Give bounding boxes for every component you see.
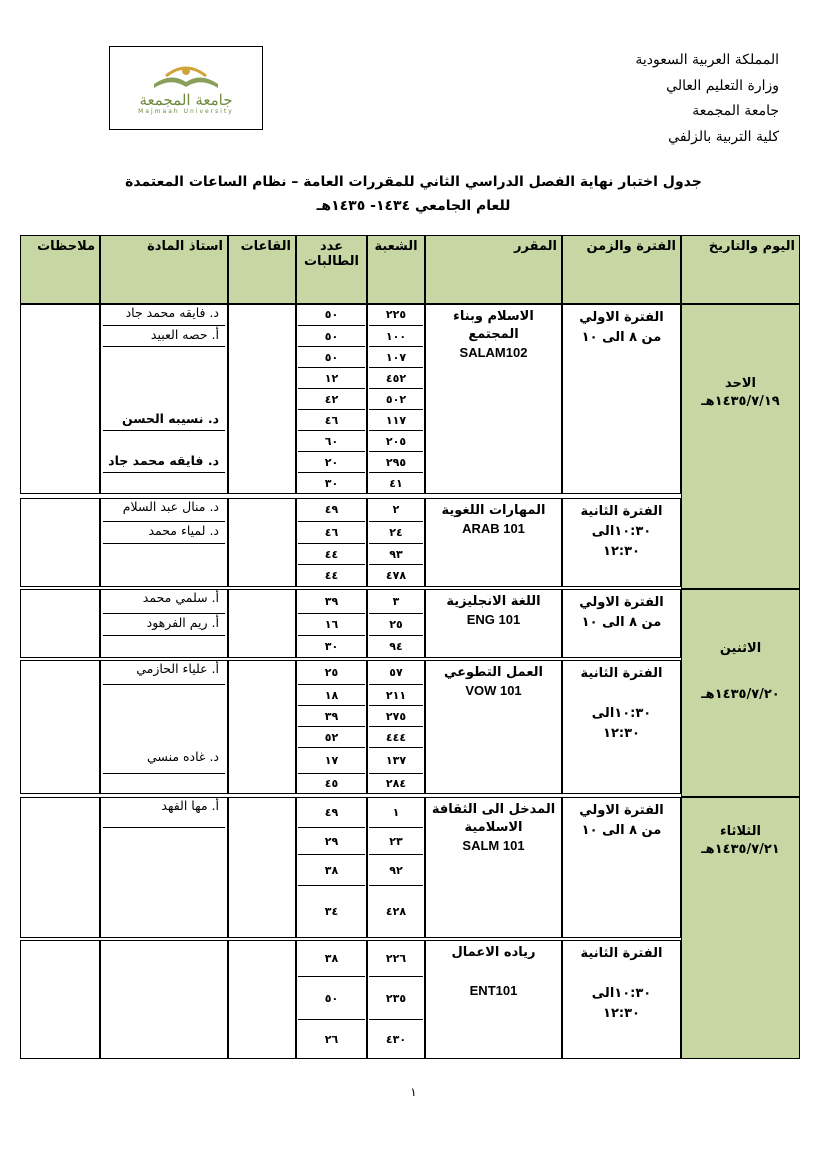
course-cell [425,660,562,794]
student-count: ٤٩ [298,797,365,828]
instructor-name: أ. ريم الفرهود [103,614,225,636]
section-number: ٢٣ [369,828,423,855]
rooms-column-frame [228,940,296,1059]
period-line: ١٠:٣٠الى [591,986,652,1001]
course-cell [425,589,562,658]
section-number: ٥٧ [369,660,423,685]
course-name: رياده الاعمال [451,945,536,960]
header-line-country: المملكة العربية السعودية [635,52,779,68]
header-block [539,48,779,150]
section-number: ٢١١ [369,685,423,706]
section-number: ٤١ [389,477,403,490]
course-name: اللغة الانجليزية [446,594,541,609]
section-number: ٣ [369,589,423,614]
section-number: ٤٣٠ [385,1033,407,1046]
section-number: ٤٧٨ [385,569,407,582]
header-students: عدد الطالبات [296,235,367,304]
student-count: ١٧ [298,748,365,774]
student-count: ٤٥ [324,777,339,790]
instructor-name: أ. علياء الحازمي [103,660,225,685]
period-line: ١٠:٣٠الى [591,524,652,539]
student-count: ٢٦ [324,1033,339,1046]
section-number: ٢٨٤ [385,777,407,790]
period-cell [562,797,681,938]
student-count: ١٢ [298,368,365,389]
student-count: ٤٤ [324,569,339,582]
section-number: ١٠٠ [369,326,423,347]
section-number: ٢٣٥ [369,977,423,1020]
period-line [563,684,680,704]
period-cell [562,498,681,587]
logo-text-arabic: جامعة المجمعة [139,90,233,109]
course-code: ARAB 101 [462,521,525,536]
period-line: الفترة الاولي [579,595,664,610]
notes-column-frame [20,589,100,658]
header-line-university: جامعة المجمعة [692,103,779,119]
section-number: ٩٤ [389,640,403,653]
student-count: ٣٠ [324,640,339,653]
day-name: الاثنين [719,641,762,656]
section-number: ٤٢٨ [385,905,407,918]
course-code: ENG 101 [466,612,521,627]
student-count: ٤٢ [298,389,365,410]
student-count: ٢٩ [298,828,365,855]
day-name: الثلاثاء [720,824,761,839]
instructor-name: د. فايقه محمد جاد [103,452,225,473]
period-line: الفترة الاولي [579,310,664,325]
header-section: الشعبة [367,235,425,304]
section-number: ٢٢٥ [369,304,423,326]
period-line: ١٢:٣٠ [603,726,640,741]
header-line-college: كلية التربية بالزلفي [668,128,779,145]
course-code: SALAM102 [459,345,528,360]
page-title [0,170,827,218]
rooms-column-frame [228,304,296,494]
header-line-ministry: وزارة التعليم العالي [666,77,779,94]
period-cell [562,940,681,1059]
section-number: ٢٤ [369,522,423,544]
period-cell [562,304,681,494]
section-number: ١٠٧ [369,347,423,368]
header-instructor: استاذ المادة [100,235,228,304]
section-number: ١ [369,797,423,828]
period-line: ١٢:٣٠ [603,544,640,559]
day-cell [681,797,800,1059]
day-cell [681,589,800,797]
course-name: المجتمع [468,327,519,342]
student-count: ٥٠ [298,977,365,1020]
student-count: ٣٩ [298,589,365,614]
section-number: ١١٧ [369,410,423,431]
notes-column-frame [20,304,100,494]
student-count: ٥٠ [298,326,365,347]
course-cell [425,940,562,1059]
period-line [563,964,680,984]
student-count: ٢٠ [298,452,365,473]
notes-column-frame [20,940,100,1059]
instructor-name: د. فايقه محمد جاد [103,304,225,326]
student-count: ٤٦ [298,410,365,431]
notes-column-frame [20,660,100,794]
instructor-name: أ. مها الفهد [103,797,225,828]
course-name: الاسلام وبناء [453,309,534,324]
student-count: ٦٠ [298,431,365,452]
period-line: الفترة الثانية [580,946,663,961]
section-number: ٢٢٦ [369,940,423,977]
student-count: ٣٨ [298,940,365,977]
course-cell [425,304,562,494]
day-date: ١٤٣٥/٧/٢١هـ [701,842,780,857]
rooms-column-frame [228,498,296,587]
header-day: اليوم والتاريخ [681,235,800,304]
instructor-name: أ. سلمي محمد [103,589,225,614]
student-count: ٣٤ [324,905,339,918]
rooms-column-frame [228,589,296,658]
course-cell [425,498,562,587]
course-name: المهارات اللغوية [441,503,546,518]
student-count: ٤٦ [298,522,365,544]
student-count: ٣٠ [324,477,339,490]
notes-column-frame [20,498,100,587]
notes-column-frame [20,797,100,938]
instr-column-frame [100,940,228,1059]
period-cell [562,660,681,794]
period-line: ١٢:٣٠ [603,1006,640,1021]
header-period: الفترة والزمن [562,235,681,304]
period-cell [562,589,681,658]
section-number: ٩٣ [369,544,423,565]
section-number: ٢٧٥ [369,706,423,727]
instructor-name: د. منال عبد السلام [103,498,225,522]
title-line-2: للعام الجامعي ١٤٣٤- ١٤٣٥هـ [316,198,511,214]
day-date: ١٤٣٥/٧/١٩هـ [701,394,780,409]
section-number: ٩٢ [369,855,423,886]
student-count: ٣٨ [298,855,365,886]
student-count: ١٨ [298,685,365,706]
student-count: ٥٠ [298,347,365,368]
period-line: ١٠:٣٠الى [591,706,652,721]
instructor-name: د. نسيبه الحسن [103,410,225,431]
period-line: من ٨ الى ١٠ [581,330,662,345]
day-cell [681,304,800,589]
page-number: ١ [410,1085,417,1099]
instructor-name: أ. حصه العبيد [103,326,225,347]
course-code: VOW 101 [465,683,522,698]
student-count: ٤٩ [298,498,365,522]
student-count: ٤٤ [298,544,365,565]
rooms-column-frame [228,797,296,938]
period-line: الفترة الاولي [579,803,664,818]
header-course: المقرر [425,235,562,304]
student-count: ٢٥ [298,660,365,685]
book-emblem-icon [146,62,226,92]
period-line: الفترة الثانية [580,666,663,681]
day-name: الاحد [724,376,756,391]
section-number: ٢٥ [369,614,423,636]
section-number: ٤٥٢ [369,368,423,389]
student-count: ٥٠ [298,304,365,326]
course-code: ENT101 [469,983,518,998]
title-line-1: جدول اختبار نهاية الفصل الدراسي الثاني للمقررات العامة – نظام الساعات المعتمدة [125,174,702,190]
header-rooms: القاعات [228,235,296,304]
course-code: SALM 101 [462,838,525,853]
course-cell [425,797,562,938]
logo-text-english: Majmaah University [138,107,234,115]
section-number: ٢٠٥ [369,431,423,452]
section-number: ٢ [369,498,423,522]
rooms-column-frame [228,660,296,794]
course-name: الاسلامية [464,820,523,835]
period-line: الفترة الثانية [580,504,663,519]
university-logo [109,46,263,130]
exam-schedule-table [20,235,800,1059]
student-count: ٥٢ [298,727,365,748]
header-notes: ملاحظات [20,235,100,304]
student-count: ١٦ [298,614,365,636]
section-number: ٢٩٥ [369,452,423,473]
instructor-name: د. لمياء محمد [103,522,225,544]
section-number: ٥٠٢ [369,389,423,410]
instructor-name: د. غاده منسي [103,748,225,774]
day-date: ١٤٣٥/٧/٢٠هـ [701,687,780,702]
section-number: ٤٤٤ [369,727,423,748]
course-name: العمل التطوعي [443,665,543,680]
period-line: من ٨ الى ١٠ [581,823,662,838]
section-number: ١٣٧ [369,748,423,774]
period-line: من ٨ الى ١٠ [581,615,662,630]
student-count: ٣٩ [298,706,365,727]
course-name: المدخل الى الثقافة [431,802,556,817]
